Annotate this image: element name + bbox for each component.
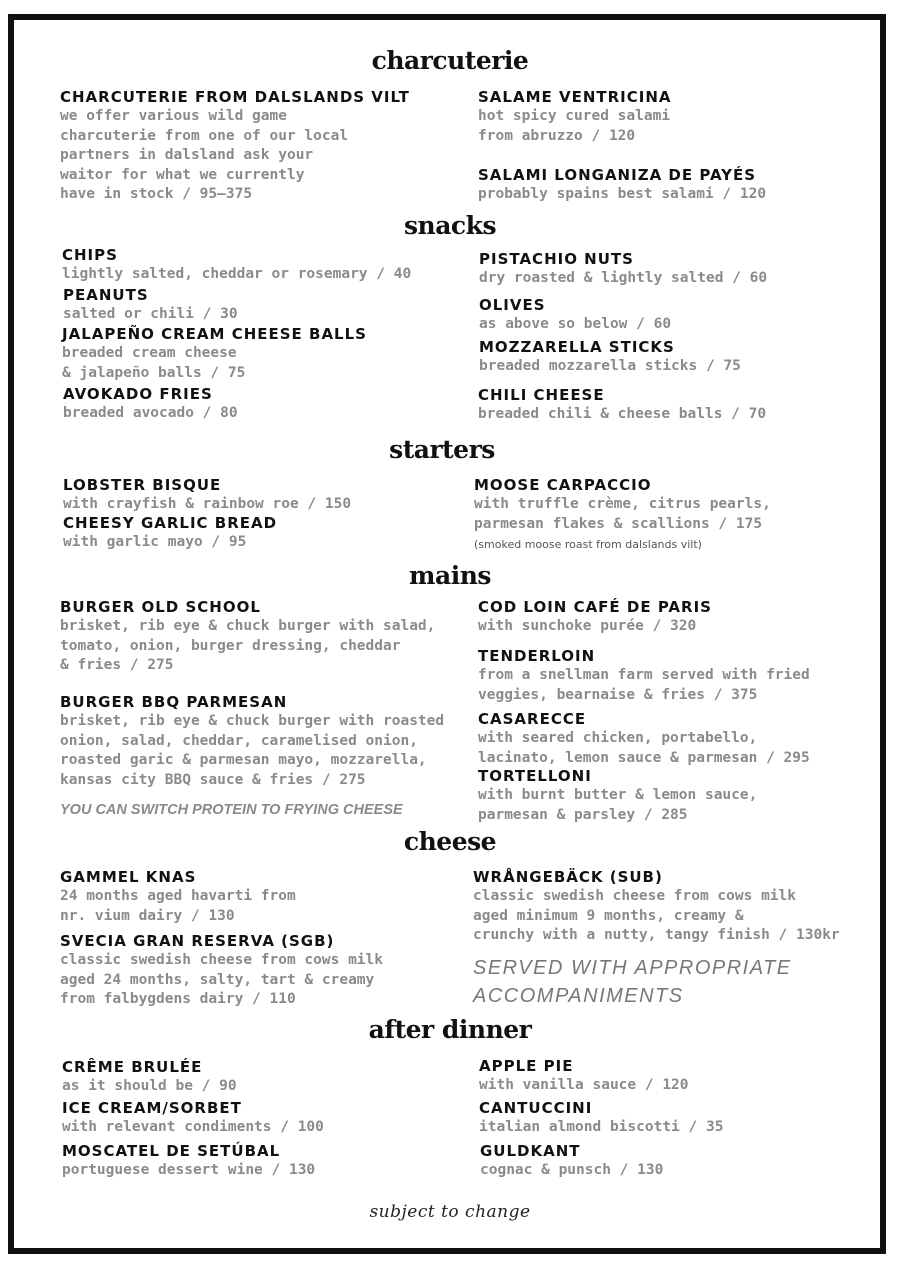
item-description: portuguese dessert wine / 130 [62,1162,316,1178]
menu-item [478,647,858,705]
menu-item [478,598,858,637]
menu-item [474,476,869,534]
item-name: LOBSTER BISQUE [63,476,222,494]
item-name: AVOKADO FRIES [63,385,213,403]
menu-item [60,868,455,926]
item-description: as it should be / 90 [62,1078,237,1094]
mains-note: YOU CAN SWITCH PROTEIN TO FRYING CHEESE [60,802,403,818]
item-name: BURGER BBQ PARMESAN [60,693,288,711]
menu-item [62,1058,457,1097]
item-description: with vanilla sauce / 120 [479,1077,689,1093]
item-name: SALAME VENTRICINA [478,88,672,106]
menu-item [478,710,858,768]
menu-item [473,868,858,946]
item-name: SVECIA GRAN RESERVA (SGB) [60,932,335,950]
item-name: APPLE PIE [479,1057,574,1075]
menu-item [479,1057,874,1096]
menu-item [479,1099,874,1138]
item-name: MOOSE CARPACCIO [474,476,652,494]
item-description: with burnt butter & lemon sauce, parmesan & parsley / 285 [478,787,758,823]
item-name: OLIVES [479,296,546,314]
menu-item [62,1142,457,1181]
item-description: breaded chili & cheese balls / 70 [478,406,767,422]
item-description: breaded cream cheese & jalapeño balls / 75 [62,345,246,381]
menu-item [60,693,460,790]
item-name: CANTUCCINI [479,1099,593,1117]
item-description: with seared chicken, portabello, lacinato, lemon sauce & parmesan / 295 [478,730,810,766]
item-name: PISTACHIO NUTS [479,250,634,268]
section-title-after-dinner: after dinner [368,1015,532,1044]
item-name: JALAPEÑO CREAM CHEESE BALLS [62,325,367,343]
item-description: brisket, rib eye & chuck burger with roasted onion, salad, cheddar, caramelised onion, roasted garic & parmesan mayo, mozzarella, kansas city BBQ sauce & fries / 275 [60,713,445,788]
menu-item [62,1099,457,1138]
item-name: TORTELLONI [478,767,592,785]
item-description: brisket, rib eye & chuck burger with salad, tomato, onion, burger dressing, cheddar & fries / 275 [60,618,436,673]
item-name: SALAMI LONGANIZA DE PAYÉS [478,166,757,184]
item-description: with crayfish & rainbow roe / 150 [63,496,352,512]
footer-note: subject to change [369,1202,531,1222]
menu-item [479,296,874,335]
menu-item [60,598,460,676]
section-title-mains: mains [409,561,491,590]
item-name: CHEESY GARLIC BREAD [63,514,278,532]
menu-item [63,385,458,424]
menu-item [478,88,873,146]
item-name: CASARECCE [478,710,587,728]
item-name: MOSCATEL DE SETÚBAL [62,1142,281,1160]
menu-item [63,476,458,515]
item-description: as above so below / 60 [479,316,672,332]
item-name: MOZZARELLA STICKS [479,338,675,356]
item-description: with garlic mayo / 95 [63,534,247,550]
item-description: hot spicy cured salami from abruzzo / 120 [478,108,671,144]
item-name: COD LOIN CAFÉ DE PARIS [478,598,712,616]
menu-item [478,386,873,425]
menu-item [479,338,874,377]
menu-item [478,166,873,205]
item-description: breaded avocado / 80 [63,405,238,421]
item-description: with sunchoke purée / 320 [478,618,697,634]
item-description: salted or chili / 30 [63,306,238,322]
item-description: 24 months aged havarti from nr. vium dairy / 130 [60,888,296,924]
item-name: CHIPS [62,246,118,264]
item-description: with truffle crème, citrus pearls, parmesan flakes & scallions / 175 [474,496,771,532]
item-name: BURGER OLD SCHOOL [60,598,261,616]
item-name: CHARCUTERIE FROM DALSLANDS VILT [60,88,410,106]
cheese-note: SERVED WITH APPROPRIATE ACCOMPANIMENTS [473,957,792,1007]
section-title-starters: starters [389,435,495,464]
section-title-charcuterie: charcuterie [371,46,529,75]
menu-item [63,514,458,553]
section-title-cheese: cheese [403,827,497,856]
item-name: GULDKANT [480,1142,581,1160]
item-name: TENDERLOIN [478,647,596,665]
menu-item [479,250,874,289]
menu-item [63,286,458,325]
item-name: PEANUTS [63,286,149,304]
starters-note: (smoked moose roast from dalslands vilt) [474,538,702,551]
item-description: classic swedish cheese from cows milk aged minimum 9 months, creamy & crunchy with a nutty, tangy finish / 130kr [473,888,840,943]
item-description: probably spains best salami / 120 [478,186,767,202]
item-description: italian almond biscotti / 35 [479,1119,724,1135]
menu-item [60,88,455,205]
item-description: cognac & punsch / 130 [480,1162,664,1178]
menu-item [62,246,457,285]
item-description: lightly salted, cheddar or rosemary / 40 [62,266,412,282]
item-description: with relevant condiments / 100 [62,1119,324,1135]
item-description: we offer various wild game charcuterie from one of our local partners in dalsland ask your waitor for what we currently have in stock / 95—375 [60,108,349,202]
item-name: GAMMEL KNAS [60,868,197,886]
item-description: classic swedish cheese from cows milk aged 24 months, salty, tart & creamy from falbygdens dairy / 110 [60,952,384,1007]
item-name: CHILI CHEESE [478,386,605,404]
item-name: CRÊME BRULÉE [62,1058,203,1076]
item-description: breaded mozzarella sticks / 75 [479,358,741,374]
section-title-snacks: snacks [403,211,497,240]
item-description: dry roasted & lightly salted / 60 [479,270,768,286]
item-name: WRÅNGEBÄCK (SUB) [473,868,663,886]
menu-item [62,325,457,383]
item-name: ICE CREAM/SORBET [62,1099,242,1117]
menu-item [478,767,858,825]
menu-item [60,932,455,1010]
item-description: from a snellman farm served with fried veggies, bearnaise & fries / 375 [478,667,810,703]
menu-item [480,1142,875,1181]
